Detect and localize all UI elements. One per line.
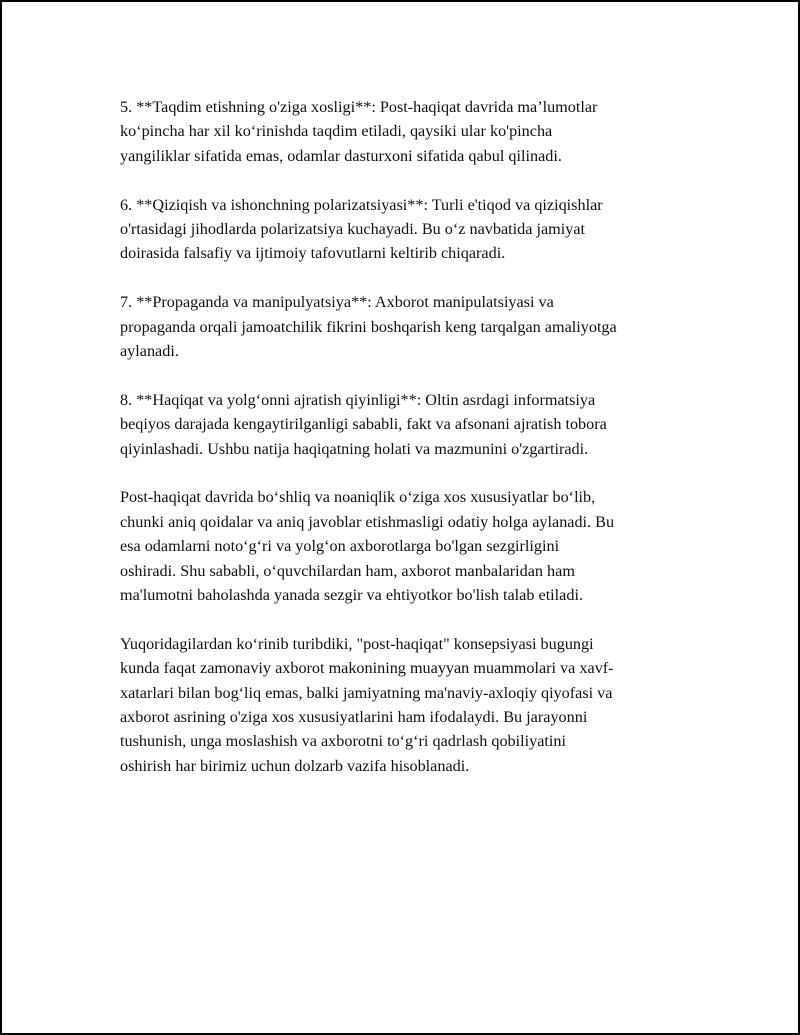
paragraph-conclusion: Yuqoridagilardan ko‘rinib turibdiki, "post-haqiqat" konsepsiyasi bugungi kunda faqat zamonaviy axborot makonining muayyan muammolari va xavf- xatarlari bilan bog‘liq emas, balki jamiyatning ma'naviy-axloqiy qiyofasi va axborot asrining o'ziga xos xususiyatlarini ham ifodalaydi. Bu jarayonni tushunish, unga moslashish va axborotni to‘g‘ri qadrlash qobiliyatini oshirish har birimiz uchun dolzarb vazifa hisoblanadi. bbox=[120, 634, 614, 775]
paragraph-item-6: 6. **Qiziqish va ishonchning polarizatsiyasi**: Turli e'tiqod va qiziqishlar o'rtasidagi jihodlarda polarizatsiya kuchayadi. Bu o‘z navbatida jamiyat doirasida falsafiy va ijtimoiy tafovutlarni keltirib chiqaradi. bbox=[120, 195, 603, 263]
paragraph-post-truth-uncertainty: Post-haqiqat davrida bo‘shliq va noaniqlik o‘ziga xos xususiyatlar bo‘lib, chunki aniq qoidalar va aniq javoblar etishmasligi odatiy holga aylanadi. Bu esa odamlarni noto‘g‘ri va yolg‘on axborotlarga bo'lgan sezgirligini oshiradi. Shu sababli, o‘quvchilardan ham, axborot manbalaridan ham ma'lumotni baholashda yanada sezgir va ehtiyotkor bo'lish talab etiladi. bbox=[120, 488, 615, 605]
paragraph-item-7: 7. **Propaganda va manipulyatsiya**: Axborot manipulatsiyasi va propaganda orqali jamoatchilik fikrini boshqarish keng tarqalgan amaliyotga aylanadi. bbox=[120, 293, 617, 361]
paragraph-item-5: 5. **Taqdim etishning o'ziga xosligi**: Post-haqiqat davrida ma’lumotlar ko‘pincha har xil ko‘rinishda taqdim etiladi, qaysiki ular ko'pincha yangiliklar sifatida emas, odamlar dasturxoni sifatida qabul qilinadi. bbox=[120, 98, 598, 165]
paragraph-item-8: 8. **Haqiqat va yolg‘onni ajratish qiyinligi**: Oltin asrdagi informatsiya beqiyos darajada kengaytirilganligi sababli, fakt va afsonani ajratish tobora qiyinlashadi. Ushbu natija haqiqatning holati va mazmunini o'zgartiradi. bbox=[120, 390, 607, 458]
document-body bbox=[120, 95, 686, 803]
